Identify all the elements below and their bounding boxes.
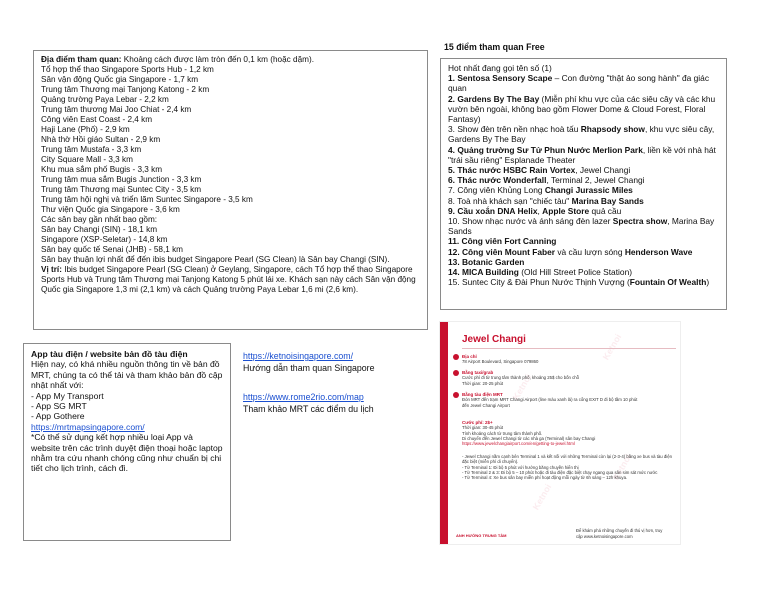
attraction-rest: , liền kề với nhà hát "trái sầu riêng" Esplanade Theater — [448, 144, 716, 165]
attraction-item — [448, 267, 719, 277]
jewel-changi-card — [440, 322, 680, 544]
jewel-title: Jewel Changi — [462, 334, 526, 345]
apps-item-1: - App My Transport — [31, 390, 104, 401]
jewel-divider — [462, 348, 676, 349]
attraction-rest: và cầu lượn sóng — [555, 246, 625, 257]
attractions-intro: Hot nhất đang gọi tên số (1) — [448, 63, 552, 73]
location-label: Vị trí: — [41, 265, 62, 274]
train-icon — [453, 392, 459, 398]
apps-title: App tàu điện / website bản đồ tàu điện — [31, 349, 188, 359]
attraction-bold: Changi Jurassic Miles — [544, 185, 633, 196]
attractions-list — [448, 73, 719, 287]
jewel-footer: Để khám phá những chuyến đi thú vị hơn, truy cập www.ketnoisingapore.com — [576, 528, 663, 539]
attraction-item — [448, 175, 719, 185]
jewel-mrt — [462, 392, 676, 408]
attraction-bold2: Henderson Wave — [624, 246, 693, 257]
apps-item-2: - App SG MRT — [31, 401, 87, 412]
jewel-brand: ANH HƯỚNG TRUNG TÂM — [456, 533, 507, 538]
attraction-item — [448, 185, 719, 195]
attraction-bold: Công viên Mount Faber — [461, 246, 556, 257]
distance-item: Sân bay thuận lợi nhất để đến ibis budget Singapore Pearl (SG Clean) là Sân bay Changi (SIN). — [41, 255, 390, 264]
attraction-num: 11. — [448, 236, 462, 247]
fee-note-2: Di chuyển đến Jewel Changi từ các nhà ga (Terminal) sân bay Changi — [462, 435, 596, 441]
distance-item: Thư viện Quốc gia Singapore - 3,6 km — [41, 205, 180, 214]
ketnoi-link-block — [243, 350, 374, 374]
distance-item: Các sân bay gần nhất bao gồm: — [41, 215, 158, 224]
attraction-bold: Gardens By The Bay — [457, 93, 540, 104]
attraction-rest: , Terminal 2, Jewel Changi — [546, 175, 645, 186]
ketnoi-link[interactable]: https://ketnoisingapore.com/ — [243, 351, 354, 361]
note-item: - Jewel Changi nằm cạnh bên Terminal 1 và kết nối với những Terminal còn lại (2-3-4) bằng xe bus và tàu điện đặc biệt (miễn phí di chuyển). — [462, 454, 672, 465]
free-attractions-panel — [440, 58, 727, 310]
distance-item: Trung tâm thương Mai Joo Chiat - 2,4 km — [41, 105, 192, 114]
apps-note: *Có thể sử dụng kết hợp nhiều loại App và website trên các trình duyệt điện thoại hoặc laptop nhằm tra cứu nhanh chóng cũng như chuẩn bị chi tiết cho lịch trình, cách đi. — [31, 432, 223, 474]
location-paragraph — [41, 265, 420, 295]
attraction-num: 10. — [448, 216, 462, 227]
attraction-num: 15. — [448, 277, 462, 288]
attraction-item — [448, 257, 719, 267]
attraction-bold: Fountain Of Wealth — [629, 277, 707, 288]
jewel-taxi — [462, 370, 676, 386]
attraction-rest: , Marina Bay Sands — [448, 216, 715, 237]
distance-item: Khu mua sắm phố Bugis - 3,3 km — [41, 165, 163, 174]
attraction-num: 13. — [448, 256, 462, 267]
distance-item: Quảng trường Paya Lebar - 2,2 km — [41, 95, 169, 104]
attraction-item — [448, 145, 719, 165]
mrt-stop: đến Jewel Changi Airport — [462, 402, 510, 408]
jewel-address — [462, 354, 676, 365]
attraction-bold: Marina Bay Sands — [571, 195, 644, 206]
note-item: - Từ Terminal 4: Xe bus sân bay miễn phí hoạt động mỗi ngày từ 6h sáng – 12h khuya. — [462, 475, 628, 481]
attraction-num: 14. — [448, 267, 462, 278]
distance-item: Trung tâm Thương mại Tanjong Katong - 2 km — [41, 85, 210, 94]
mrt-apps-panel — [23, 343, 231, 541]
mrt-label: Bằng tàu điện MRT — [462, 392, 503, 397]
distance-item: Tổ hợp thể thao Singapore Sports Hub - 1,2 km — [41, 65, 214, 74]
attraction-rest2: quả cầu — [589, 205, 622, 216]
apps-body: Hiện nay, có khá nhiều nguồn thông tin về bản đồ MRT, chúng ta có thể tải và tham khảo bản đồ cập nhật nhất với: — [31, 359, 223, 391]
distance-item: Trung tâm hội nghị và triển lãm Suntec Singapore - 3,5 km — [41, 195, 253, 204]
attraction-rest: (Miễn phí khu vực của các siêu cây và các khu vườn bên ngoài, không bao gồm Flower Dome & Cloud Forest, Floral Fantasy) — [448, 93, 716, 125]
attraction-num: 8. — [448, 195, 458, 206]
attraction-item — [448, 216, 719, 236]
taxi-text: Cước phí đi từ trung tâm thành phố, khoảng 25$ cho bốn chỗ — [462, 375, 580, 381]
note-item: - Từ Terminal 1: Đi bộ 5 phút với hướng băng chuyền hiển thị — [462, 464, 579, 470]
mrt-map-link[interactable]: https://mrtmapsingapore.com/ — [31, 421, 145, 432]
attraction-num: 2. — [448, 93, 458, 104]
watermark-text: Ketnoi — [610, 452, 634, 482]
attraction-item — [448, 196, 719, 206]
distance-item: City Square Mall - 3,3 km — [41, 155, 133, 164]
address-text: 78 Airport Boulevard, Singapore 079860 — [462, 359, 539, 365]
attraction-bold: Công viên Fort Canning — [461, 236, 557, 247]
attraction-rest: , Jewel Changi — [575, 165, 631, 176]
distance-item: Haji Lane (Phố) - 2,9 km — [41, 125, 130, 134]
attraction-bold: Quảng trường Sư Tử Phun Nước Merlion Park — [457, 144, 643, 155]
distance-item: Trung tâm Thương mại Suntec City - 3,5 km — [41, 185, 202, 194]
attraction-num: 4. — [448, 144, 458, 155]
distance-item: Công viên East Coast - 2,4 km — [41, 115, 153, 124]
fee-time: Thời gian: 30-45 phút — [462, 425, 504, 431]
attraction-bold: Thác nước HSBC Rain Vortex — [457, 165, 576, 176]
location-pin-icon — [453, 354, 459, 360]
attraction-num: 5. — [448, 165, 458, 176]
free-attractions-title: 15 điểm tham quan Free — [444, 42, 545, 52]
attraction-bold: Cầu xoắn DNA Helix — [457, 205, 538, 216]
attraction-item — [448, 165, 719, 175]
rome2rio-caption: Tham khảo MRT các điểm du lịch — [243, 404, 374, 414]
watermark-text: Ketnoi — [600, 332, 624, 362]
address-label: Địa chỉ — [462, 354, 477, 359]
attraction-num: 7. — [448, 185, 458, 196]
rome2rio-link[interactable]: https://www.rome2rio.com/map — [243, 392, 364, 402]
taxi-icon — [453, 370, 459, 376]
distances-list — [41, 65, 420, 265]
attraction-pre: Công viên Khủng Long — [457, 185, 545, 196]
attraction-pre: Toà nhà khách sạn "chiếc tàu" — [457, 195, 572, 206]
distances-header-label: Địa điểm tham quan: — [41, 55, 122, 64]
attraction-bold: Spectra show — [612, 216, 668, 227]
attraction-item — [448, 277, 719, 287]
attraction-bold: Thác nước Wonderfall — [457, 175, 547, 186]
attraction-rest: ) — [706, 277, 710, 288]
distance-item: Nhà thờ Hồi giáo Sultan - 2,9 km — [41, 135, 161, 144]
attraction-item — [448, 124, 719, 144]
attraction-bold: Botanic Garden — [461, 256, 525, 267]
attraction-pre: Suntec City & Đài Phun Nước Thịnh Vượng ( — [461, 277, 630, 288]
apps-item-3: - App Gothere — [31, 411, 85, 422]
jewel-notes — [462, 454, 676, 480]
attraction-rest: – Con đường "thật ảo song hành" đa giác quan — [448, 73, 710, 94]
attraction-rest: , — [537, 205, 543, 216]
attraction-item — [448, 206, 719, 216]
fee-note: Tính khoảng cách từ trung tâm thành phố. — [462, 430, 543, 436]
attraction-rest: , khu vực siêu cây, Gardens By The Bay — [448, 124, 715, 145]
distance-item: Sân bay Changi (SIN) - 18,1 km — [41, 225, 158, 234]
attraction-bold: Sentosa Sensory Scape — [457, 73, 553, 84]
attraction-num: 9. — [448, 205, 458, 216]
attraction-num: 3. — [448, 124, 458, 135]
rome2rio-link-block — [243, 391, 374, 415]
attraction-pre: Show nhạc nước và ánh sáng đèn lazer — [461, 216, 613, 227]
attraction-num: 12. — [448, 246, 462, 257]
distances-header-text: Khoảng cách được làm tròn đến 0,1 km (hoặc dặm). — [121, 55, 314, 64]
taxi-time: Thời gian: 20-25 phút — [462, 380, 504, 386]
attraction-bold: MICA Building — [461, 267, 519, 278]
taxi-label: Bằng taxi/grab — [462, 370, 494, 375]
distance-item: Singapore (XSP-Seletar) - 14,8 km — [41, 235, 168, 244]
attraction-item — [448, 236, 719, 246]
distances-header — [41, 55, 420, 65]
watermark-text: Ketnoi — [510, 372, 534, 402]
attraction-item — [448, 247, 719, 257]
jewel-fee — [462, 420, 676, 446]
distance-item: Sân bay quốc tế Senai (JHB) - 58,1 km — [41, 245, 183, 254]
note-item: - Từ Terminal 2 & 3: Đi bộ 5 – 10 phút hoặc đi tàu điện đặc biệt chạy ngang qua sân sim sát mức nước — [462, 469, 658, 475]
attraction-item — [448, 94, 719, 125]
distance-item: Trung tâm mua sắm Bugis Junction - 3,3 km — [41, 175, 202, 184]
attraction-item — [448, 73, 719, 93]
ketnoi-caption: Hướng dẫn tham quan Singapore — [243, 363, 375, 373]
watermark-text: Ketnoi — [530, 482, 554, 512]
location-text: Ibis budget Singapore Pearl (SG Clean) ở Geylang, Singapore, cách Tổ hợp thể thao Singapore Sports Hub và Trung tâm Thương mại Tanjong Katong 5 phút lái xe. Khách sạn này cách Sân vận động Quốc gia Singapore 1,3 mi (2,1 km) và cách Quảng trường Paya Lebar 1,6 mi (2,6 km). — [41, 265, 416, 294]
attraction-rest: (Old Hill Street Police Station) — [518, 267, 633, 278]
distances-panel — [33, 50, 428, 330]
fee-url[interactable]: https://www.jewelchangiairport.com/en/getting-to-jewel.html — [462, 441, 575, 447]
distance-item: Trung tâm Mustafa - 3,3 km — [41, 145, 142, 154]
attraction-num: 6. — [448, 175, 458, 186]
attraction-bold2: Apple Store — [542, 205, 590, 216]
fee-label: Cước phí: 2$+ — [462, 420, 493, 425]
distance-item: Sân vận động Quốc gia Singapore - 1,7 km — [41, 75, 199, 84]
attraction-pre: Show đèn trên nền nhạc hoà tấu — [457, 124, 581, 135]
attraction-bold: Rhapsody show — [580, 124, 645, 135]
mrt-text: Đón MRT đến trạm MRT Changi Airport (line màu xanh lá) ra cổng EXIT D đi bộ tầm 10 phút — [462, 397, 638, 403]
attraction-num: 1. — [448, 73, 458, 84]
